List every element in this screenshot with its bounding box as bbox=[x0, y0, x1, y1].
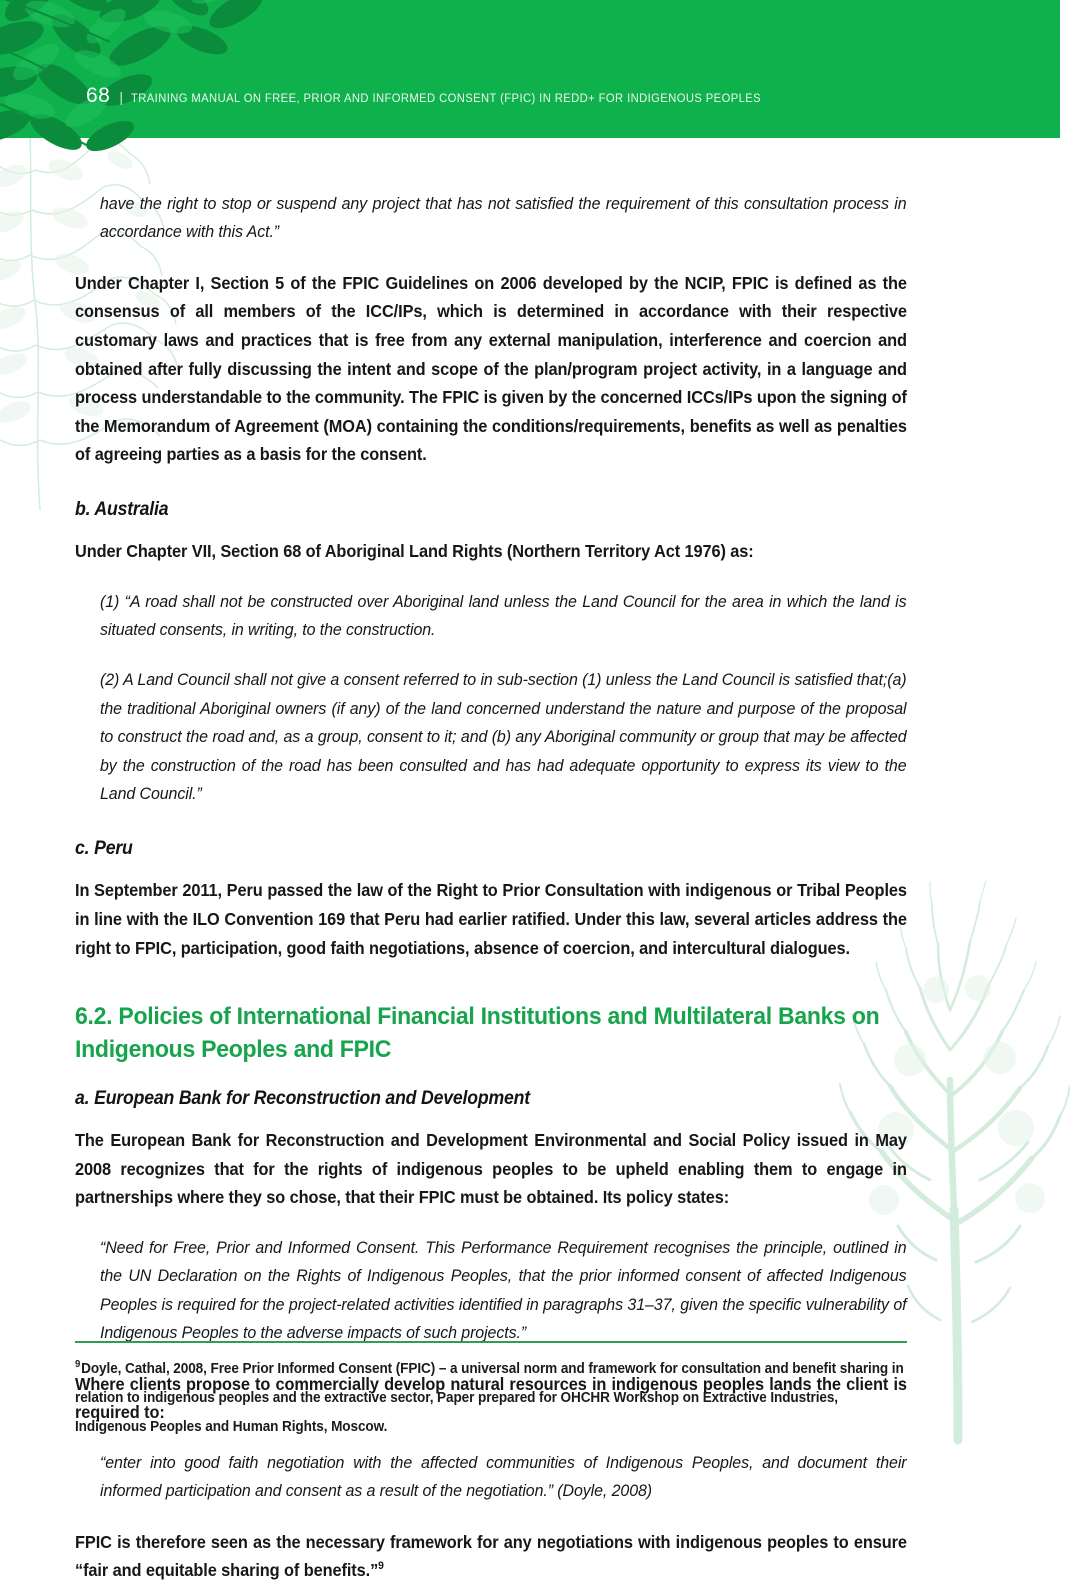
footnote-entry bbox=[75, 1355, 906, 1442]
paragraph-closing bbox=[75, 1528, 907, 1585]
quote-ebrd-policy: “Need for Free, Prior and Informed Consent. This Performance Requirement recognises the principle, outlined in the UN Declaration on the Rights of Indigenous Peoples, that the prior informed consent of affected Indigenous Peoples is required for the project-related activities identified in paragraphs 31–37, given the specific vulnerability of Indigenous Peoples to the adverse impacts of such projects.” bbox=[100, 1237, 907, 1343]
heading-ebrd: a. European Bank for Reconstruction and Development bbox=[75, 1088, 530, 1110]
quote-australia-2: (2) A Land Council shall not give a consent referred to in sub-section (1) unless the Land Council is satisfied that;(a) the traditional Aboriginal owners (if any) of the land concerned understand the nature and purpose of the proposal to construct the road and, as a group, consent to it; and (b) any Aboriginal community or group that may be affected by the construction of the road has been consulted and has had adequate opportunity to express its view to the Land Council.” bbox=[100, 670, 907, 803]
quote-continuation: have the right to stop or suspend any project that has not satisfied the requirement of this consultation process in accordance with this Act.” bbox=[100, 194, 907, 242]
heading-peru: c. Peru bbox=[75, 838, 133, 860]
page-number: 68 bbox=[86, 84, 111, 107]
paragraph-clients: Where clients propose to commercially develop natural resources in indigenous peoples lands the client is required to: bbox=[75, 1373, 907, 1423]
quote-clients-negotiation: “enter into good faith negotiation with the affected communities of Indigenous Peoples, and document their informed participation and consent as a result of the negotiation.” (Doyle, 2008) bbox=[100, 1452, 907, 1501]
paragraph-australia-intro: Under Chapter VII, Section 68 of Aboriginal Land Rights (Northern Territory Act 1976) as: bbox=[75, 540, 754, 561]
manual-title: TRAINING MANUAL ON FREE, PRIOR AND INFORMED CONSENT (FPIC) IN REDD+ FOR INDIGENOUS PEOPLES bbox=[131, 91, 762, 105]
heading-australia: b. Australia bbox=[75, 498, 169, 520]
paragraph-ebrd: The European Bank for Reconstruction and Development Environmental and Social Policy issued in May 2008 recognizes that for the rights of indigenous peoples to be upheld enabling them to engage in partnerships where they so chose, that their FPIC must be obtained. Its policy states: bbox=[75, 1130, 907, 1208]
quote-australia-1: (1) “A road shall not be constructed over Aboriginal land unless the Land Council for the area in which the land is situated consents, in writing, to the construction. bbox=[100, 591, 907, 639]
header-separator: | bbox=[119, 89, 123, 105]
footnote-body: Doyle, Cathal, 2008, Free Prior Informed Consent (FPIC) – a universal norm and framework for consultation and benefit sharing in relation to indigenous peoples and the extractive sector, Paper prepared for OHCHR Workshop on Extractive Industries, Indigenous Peoples and Human Rights, Moscow. bbox=[75, 1361, 904, 1435]
paragraph-ncip: Under Chapter I, Section 5 of the FPIC Guidelines on 2006 developed by the NCIP, FPIC is defined as the consensus of all members of the ICC/IPs, which is determined in accordance with their respective customary laws and practices that is free from any external manipulation, interference and coercion and obtained after fully discussing the intent and scope of the plan/program project activity, in a language and process understandable to the community. The FPIC is given by the concerned ICCs/IPs upon the signing of the Memorandum of Agreement (MOA) containing the conditions/requirements, benefits as well as penalties of agreeing parties as a basis for the consent. bbox=[75, 272, 907, 465]
footnote-number: 9 bbox=[75, 1359, 81, 1371]
closing-text: FPIC is therefore seen as the necessary framework for any negotiations with indigenous peoples to ensure “fair and equitable sharing of benefits.” bbox=[75, 1531, 907, 1581]
section-heading-6-2: 6.2. Policies of International Financial Institutions and Multilateral Banks on Indigenous Peoples and FPIC bbox=[75, 1003, 880, 1064]
footnote-reference-marker: 9 bbox=[378, 1560, 384, 1573]
paragraph-peru: In September 2011, Peru passed the law of the Right to Prior Consultation with indigenous or Tribal Peoples in line with the ILO Convention 169 that Peru had earlier ratified. Under this law, several articles address the right to FPIC, participation, good faith negotiations, absence of coercion, and intercultural dialogues. bbox=[75, 880, 907, 958]
footnote-section bbox=[75, 1341, 907, 1442]
footnote-divider bbox=[75, 1341, 907, 1343]
